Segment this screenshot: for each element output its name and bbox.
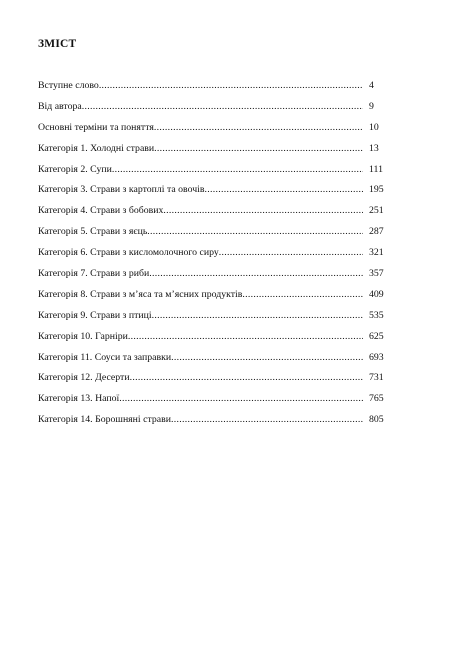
toc-entry-label: Вступне слово ..... <box>38 80 363 92</box>
toc-entry <box>38 164 398 185</box>
toc-entry <box>38 289 398 310</box>
toc-entry-label: Категорія 12. Десерти ..... <box>38 372 363 384</box>
toc-entry-label: Категорія 13. Напої ..... <box>38 393 363 405</box>
toc-entry-page: 693 <box>369 351 384 363</box>
toc-entry-page: 251 <box>369 205 384 217</box>
toc-entry-page: 13 <box>369 142 379 154</box>
toc-entry-label: Категорія 1. Холодні страви ..... <box>38 143 363 155</box>
toc-entry <box>38 331 398 352</box>
toc-entry <box>38 122 398 143</box>
toc-entry <box>38 414 398 435</box>
toc-entry-label: Категорія 11. Соуси та заправки ..... <box>38 352 363 364</box>
toc-entry-page: 625 <box>369 330 384 342</box>
toc-entry-label: Основні терміни та поняття ..... <box>38 122 363 134</box>
table-of-contents <box>38 80 398 435</box>
toc-entry-label: Категорія 8. Страви з м’яса та м’ясних продуктів ..... <box>38 289 363 301</box>
toc-entry <box>38 226 398 247</box>
toc-entry-page: 765 <box>369 393 384 405</box>
toc-entry-page: 409 <box>369 288 384 300</box>
toc-entry-page: 10 <box>369 121 379 133</box>
toc-entry-label: Категорія 14. Борошняні страви ..... <box>38 414 363 426</box>
toc-entry-page: 321 <box>369 247 384 259</box>
toc-entry-page: 287 <box>369 226 384 238</box>
toc-entry <box>38 205 398 226</box>
toc-entry <box>38 80 398 101</box>
toc-entry <box>38 247 398 268</box>
toc-entry <box>38 393 398 414</box>
toc-entry-page: 535 <box>369 309 384 321</box>
toc-entry-page: 4 <box>369 80 374 91</box>
toc-entry-page: 805 <box>369 414 384 426</box>
toc-entry <box>38 143 398 164</box>
toc-entry-page: 111 <box>369 163 383 175</box>
toc-entry <box>38 268 398 289</box>
toc-entry-label: Категорія 5. Страви з яєць ..... <box>38 226 363 238</box>
toc-entry-label: Категорія 2. Супи ..... <box>38 164 363 176</box>
toc-entry-label: Від автора ..... <box>38 101 363 113</box>
toc-entry-page: 195 <box>369 184 384 196</box>
toc-entry-label: Категорія 10. Гарніри ..... <box>38 331 363 343</box>
toc-entry-label: Категорія 7. Страви з риби ..... <box>38 268 363 280</box>
page-title: ЗМІСТ <box>38 38 77 50</box>
toc-entry-label: Категорія 3. Страви з картоплі та овочів ..... <box>38 184 363 196</box>
toc-entry-label: Категорія 6. Страви з кисломолочного сиру ..... <box>38 247 363 259</box>
toc-entry <box>38 184 398 205</box>
toc-entry-page: 731 <box>369 372 384 384</box>
toc-entry <box>38 352 398 373</box>
toc-entry-label: Категорія 9. Страви з птиці ..... <box>38 310 363 322</box>
toc-entry <box>38 372 398 393</box>
toc-entry-label: Категорія 4. Страви з бобових ..... <box>38 205 363 217</box>
toc-entry-page: 357 <box>369 268 384 280</box>
toc-entry <box>38 310 398 331</box>
toc-entry <box>38 101 398 122</box>
toc-entry-page: 9 <box>369 100 374 112</box>
